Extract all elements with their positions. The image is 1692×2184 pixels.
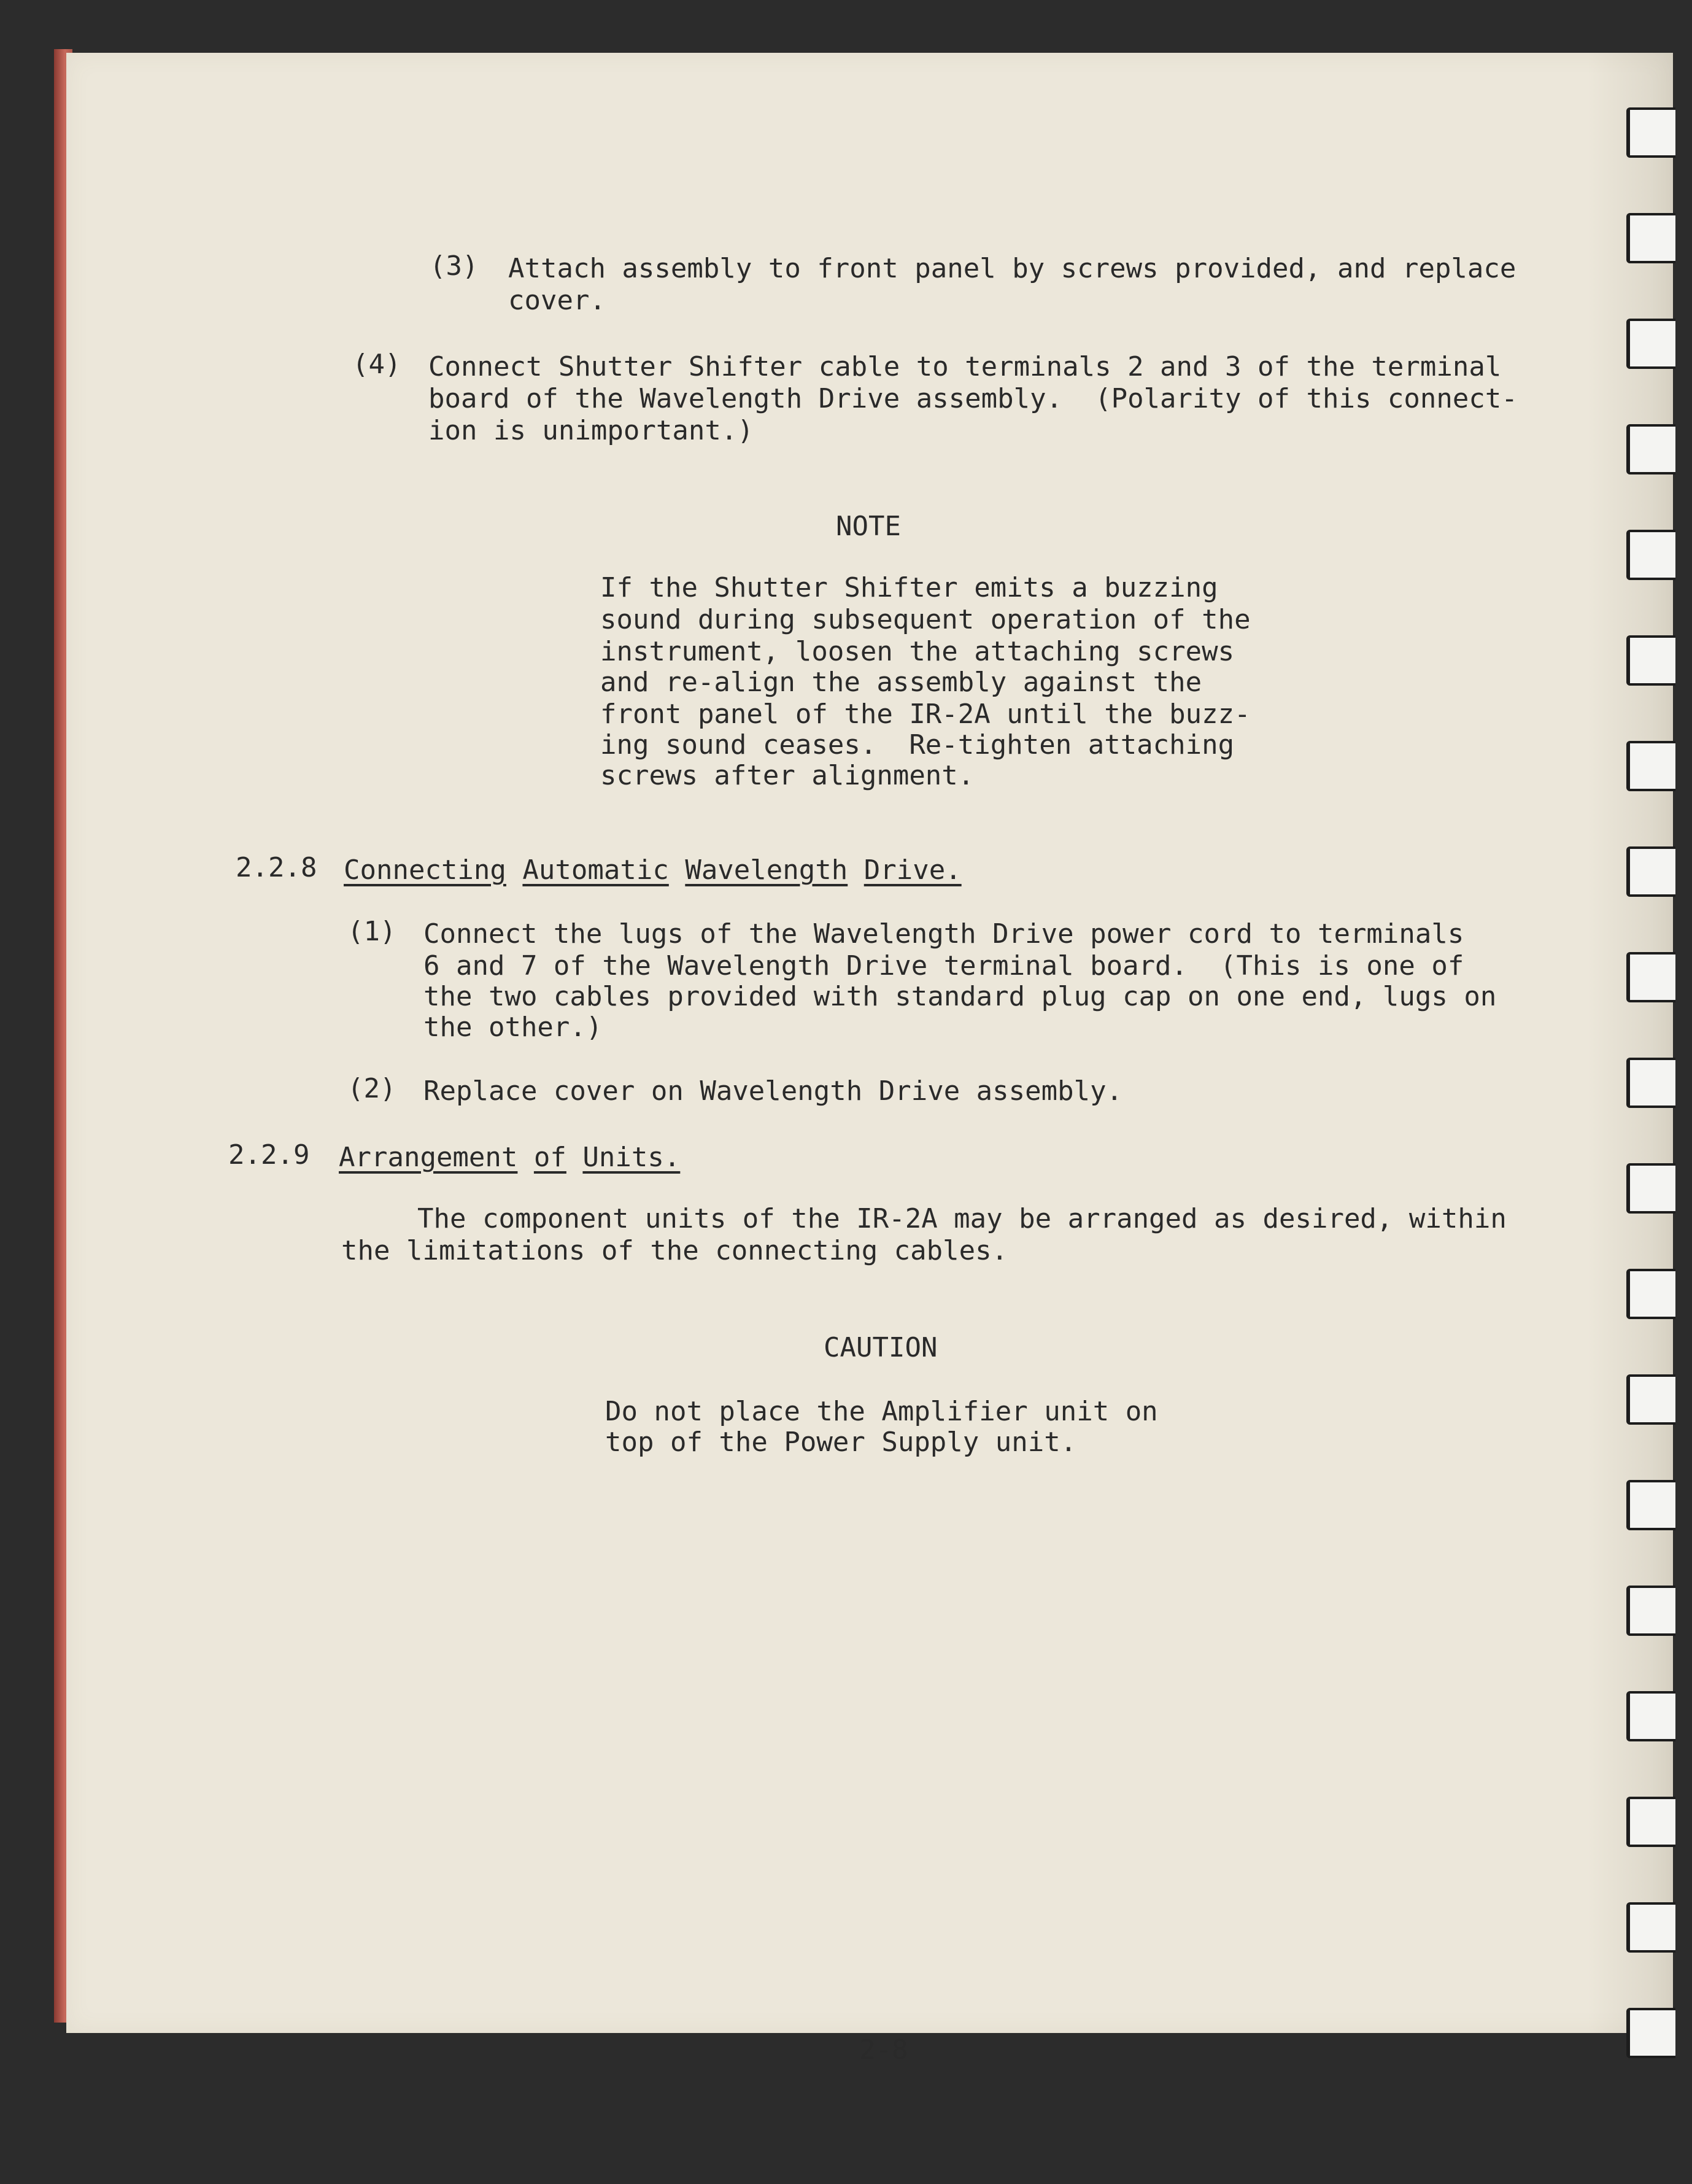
item-3-number: (3) bbox=[430, 250, 479, 282]
manual-page bbox=[66, 53, 1673, 2033]
binding-ring bbox=[1626, 1269, 1675, 1319]
section-2-2-9-title bbox=[339, 1142, 680, 1174]
item-3-line-2: cover. bbox=[508, 285, 606, 316]
page-number: 2-8 bbox=[859, 2034, 908, 2066]
title-word: Arrangement bbox=[339, 1142, 518, 1173]
binding-ring bbox=[1626, 1691, 1675, 1741]
binding-ring bbox=[1626, 952, 1675, 1002]
binding-ring bbox=[1626, 1058, 1675, 1108]
binding-ring bbox=[1626, 213, 1675, 263]
item-3-line-1: Attach assembly to front panel by screws provided, and replace bbox=[508, 253, 1516, 284]
item-1-number: (1) bbox=[347, 916, 396, 947]
binding-ring bbox=[1626, 424, 1675, 474]
note-line-7: screws after alignment. bbox=[600, 760, 975, 791]
binding-ring bbox=[1626, 1797, 1675, 1847]
item-4-number: (4) bbox=[352, 349, 401, 380]
section-2-2-8-number: 2.2.8 bbox=[236, 852, 317, 883]
binding-ring bbox=[1626, 1586, 1675, 1636]
section-2-2-9-number: 2.2.9 bbox=[228, 1139, 310, 1171]
note-heading: NOTE bbox=[836, 511, 901, 542]
title-word: Automatic bbox=[522, 854, 669, 886]
note-line-2: sound during subsequent operation of the bbox=[600, 604, 1251, 635]
item-4-line-3: ion is unimportant.) bbox=[428, 415, 754, 446]
binding-ring bbox=[1626, 1902, 1675, 1953]
binding-ring bbox=[1626, 530, 1675, 580]
binding-ring bbox=[1626, 1163, 1675, 1214]
item-2-number: (2) bbox=[347, 1073, 396, 1104]
item-2-line-1: Replace cover on Wavelength Drive assembly. bbox=[423, 1075, 1123, 1107]
title-word: Drive. bbox=[863, 854, 962, 886]
note-line-3: instrument, loosen the attaching screws bbox=[600, 636, 1235, 667]
binding-ring bbox=[1626, 2008, 1675, 2058]
binding-ring bbox=[1626, 319, 1675, 369]
caution-line-1: Do not place the Amplifier unit on bbox=[605, 1396, 1158, 1427]
body-line-1: The component units of the IR-2A may be arranged as desired, within bbox=[417, 1203, 1507, 1234]
binding-ring bbox=[1626, 1374, 1675, 1425]
binding-ring bbox=[1626, 1480, 1675, 1530]
note-line-6: ing sound ceases. Re-tighten attaching bbox=[600, 729, 1235, 761]
note-line-5: front panel of the IR-2A until the buzz- bbox=[600, 699, 1251, 730]
item-1-line-2: 6 and 7 of the Wavelength Drive terminal board. (This is one of bbox=[423, 950, 1464, 982]
note-line-4: and re-align the assembly against the bbox=[600, 667, 1202, 698]
title-word: Wavelength bbox=[685, 854, 848, 886]
item-1-line-4: the other.) bbox=[423, 1012, 603, 1043]
binding-ring bbox=[1626, 635, 1675, 686]
caution-heading: CAUTION bbox=[824, 1332, 938, 1363]
body-line-2: the limitations of the connecting cables. bbox=[341, 1235, 1008, 1266]
binding-ring bbox=[1626, 741, 1675, 791]
caution-line-2: top of the Power Supply unit. bbox=[605, 1427, 1077, 1458]
item-4-line-2: board of the Wavelength Drive assembly. (Polarity of this connect- bbox=[428, 383, 1518, 414]
note-line-1: If the Shutter Shifter emits a buzzing bbox=[600, 572, 1218, 603]
title-word: of bbox=[533, 1142, 566, 1173]
binding-ring bbox=[1626, 107, 1675, 158]
binding-ring bbox=[1626, 846, 1675, 897]
section-2-2-8-title bbox=[344, 854, 962, 886]
title-word: Units. bbox=[582, 1142, 681, 1173]
item-4-line-1: Connect Shutter Shifter cable to terminals 2 and 3 of the terminal bbox=[428, 351, 1502, 382]
item-1-line-3: the two cables provided with standard plug cap on one end, lugs on bbox=[423, 981, 1497, 1012]
item-1-line-1: Connect the lugs of the Wavelength Drive power cord to terminals bbox=[423, 918, 1464, 950]
title-word: Connecting bbox=[344, 854, 506, 886]
